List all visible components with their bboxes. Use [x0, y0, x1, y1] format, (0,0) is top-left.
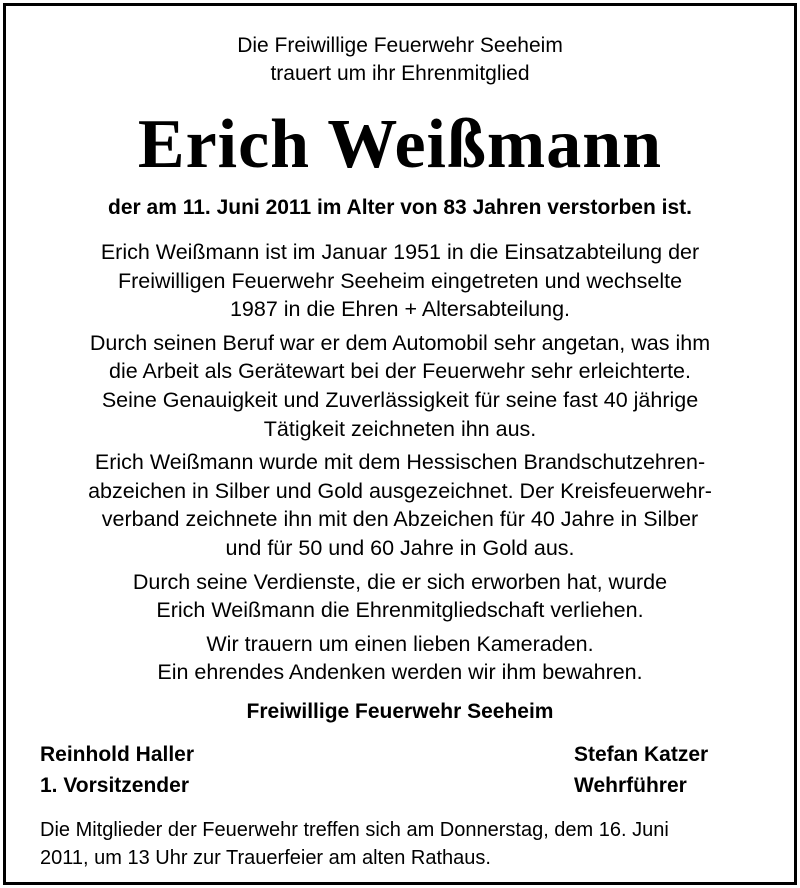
funeral-info — [40, 816, 780, 872]
organization-name: Freiwillige Feuerwehr Seeheim — [246, 700, 554, 723]
text-line: 1987 in die Ehren + Altersabteilung. — [229, 297, 571, 322]
death-info: der am 11. Juni 2011 im Alter von 83 Jahren verstorben ist. — [108, 196, 692, 219]
intro-text — [6, 32, 794, 88]
text-line: Durch seine Verdienste, die er sich erworben hat, wurde — [132, 569, 668, 594]
paragraph — [6, 568, 794, 625]
signature-left — [40, 739, 194, 801]
text-line: verband zeichnete ihn mit den Abzeichen für 40 Jahre in Silber — [101, 507, 699, 532]
text-line: Freiwilligen Feuerwehr Seeheim eingetreten und wechselte — [117, 268, 683, 293]
text-line: abzeichen in Silber und Gold ausgezeichnet. Der Kreisfeuerwehr- — [88, 478, 712, 503]
intro-line: Die Freiwillige Feuerwehr Seeheim — [237, 34, 563, 57]
text-line: die Arbeit als Gerätewart bei der Feuerwehr sehr erleichterte. — [109, 359, 691, 384]
paragraph — [6, 238, 794, 324]
intro-line: trauert um ihr Ehrenmitglied — [270, 62, 530, 85]
paragraph — [6, 329, 794, 443]
text-line: und für 50 und 60 Jahre in Gold aus. — [225, 535, 575, 560]
text-line: Wir trauern um einen lieben Kameraden. — [206, 631, 594, 656]
paragraph — [6, 448, 794, 562]
footer-line: Die Mitglieder der Feuerwehr treffen sich am Donnerstag, dem 16. Juni — [40, 819, 669, 841]
signer-name: Stefan Katzer — [574, 743, 709, 766]
text-line: Tätigkeit zeichneten ihn aus. — [263, 416, 537, 441]
text-line: Erich Weißmann die Ehrenmitgliedschaft verliehen. — [156, 598, 644, 623]
signer-name: Reinhold Haller — [40, 743, 195, 766]
text-line: Ein ehrendes Andenken werden wir ihm bewahren. — [157, 660, 643, 685]
text-line: Erich Weißmann ist im Januar 1951 in die Einsatzabteilung der — [100, 240, 700, 264]
signature-right — [574, 739, 708, 801]
deceased-name: Erich Weißmann — [137, 106, 663, 183]
text-line: Seine Genauigkeit und Zuverlässigkeit für seine fast 40 jährige — [101, 387, 699, 412]
paragraph — [6, 630, 794, 687]
signer-role: Wehrführer — [574, 774, 687, 797]
signer-role: 1. Vorsitzender — [40, 774, 189, 797]
text-line: Erich Weißmann wurde mit dem Hessischen Brandschutzehren- — [94, 450, 706, 475]
obituary-notice — [3, 3, 797, 885]
obituary-body — [6, 238, 794, 692]
text-line: Durch seinen Beruf war er dem Automobil sehr angetan, was ihm — [89, 330, 711, 355]
footer-line: 2011, um 13 Uhr zur Trauerfeier am alten Rathaus. — [40, 847, 491, 869]
